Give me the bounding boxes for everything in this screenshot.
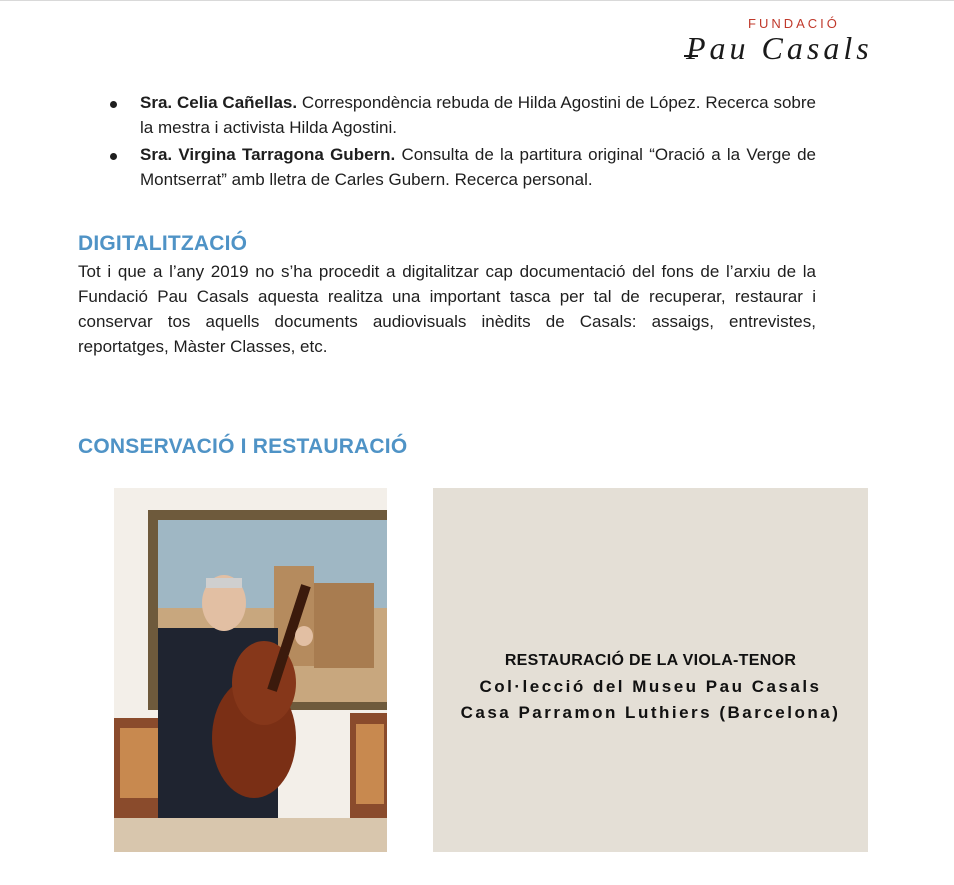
photo-illustration [114, 488, 387, 852]
caption-panel [433, 488, 868, 852]
logo-small-text: FUNDACIÓ [748, 16, 840, 31]
caption-luthier: Casa Parramon Luthiers (Barcelona) [460, 703, 841, 722]
bullet-icon [110, 101, 117, 108]
caption-collection: Col·lecció del Museu Pau Casals [479, 677, 822, 696]
item-text: Consulta de la partitura original “Oració a la Verge de Montserrat” amb lletra de Carles Gubern. Recerca personal. [140, 145, 816, 189]
viola-tenor-photo [114, 488, 387, 852]
top-rule [0, 0, 954, 1]
person-name: Sra. Celia Cañellas. [140, 93, 298, 112]
digitalitzacio-heading: DIGITALITZACIÓ [78, 232, 248, 255]
fundacio-pau-casals-logo [676, 14, 906, 64]
digitalitzacio-paragraph: Tot i que a l’any 2019 no s’ha procedit a digitalitzar cap documentació del fons de l’arxiu de la Fundació Pau Casals aquesta realitza una important tasca per tal de recuperar, restaurar i conservar tos aquells documents audiovisuals inèdits de Casals: assaigs, entrevistes, reportatges, Màster Classes, etc. [78, 262, 816, 356]
list-item [108, 142, 816, 192]
item-text: Correspondència rebuda de Hilda Agostini de López. Recerca sobre la mestra i activista Hilda Agostini. [140, 93, 816, 137]
person-name: Sra. Virgina Tarragona Gubern. [140, 145, 396, 164]
caption [433, 648, 868, 726]
list-item [108, 90, 816, 140]
consultation-list [108, 90, 816, 194]
bullet-icon [110, 153, 117, 160]
logo-big-text: Pau Casals [686, 30, 873, 66]
conservacio-heading: CONSERVACIÓ I RESTAURACIÓ [78, 435, 408, 458]
caption-title: RESTAURACIÓ DE LA VIOLA-TENOR [504, 652, 797, 669]
